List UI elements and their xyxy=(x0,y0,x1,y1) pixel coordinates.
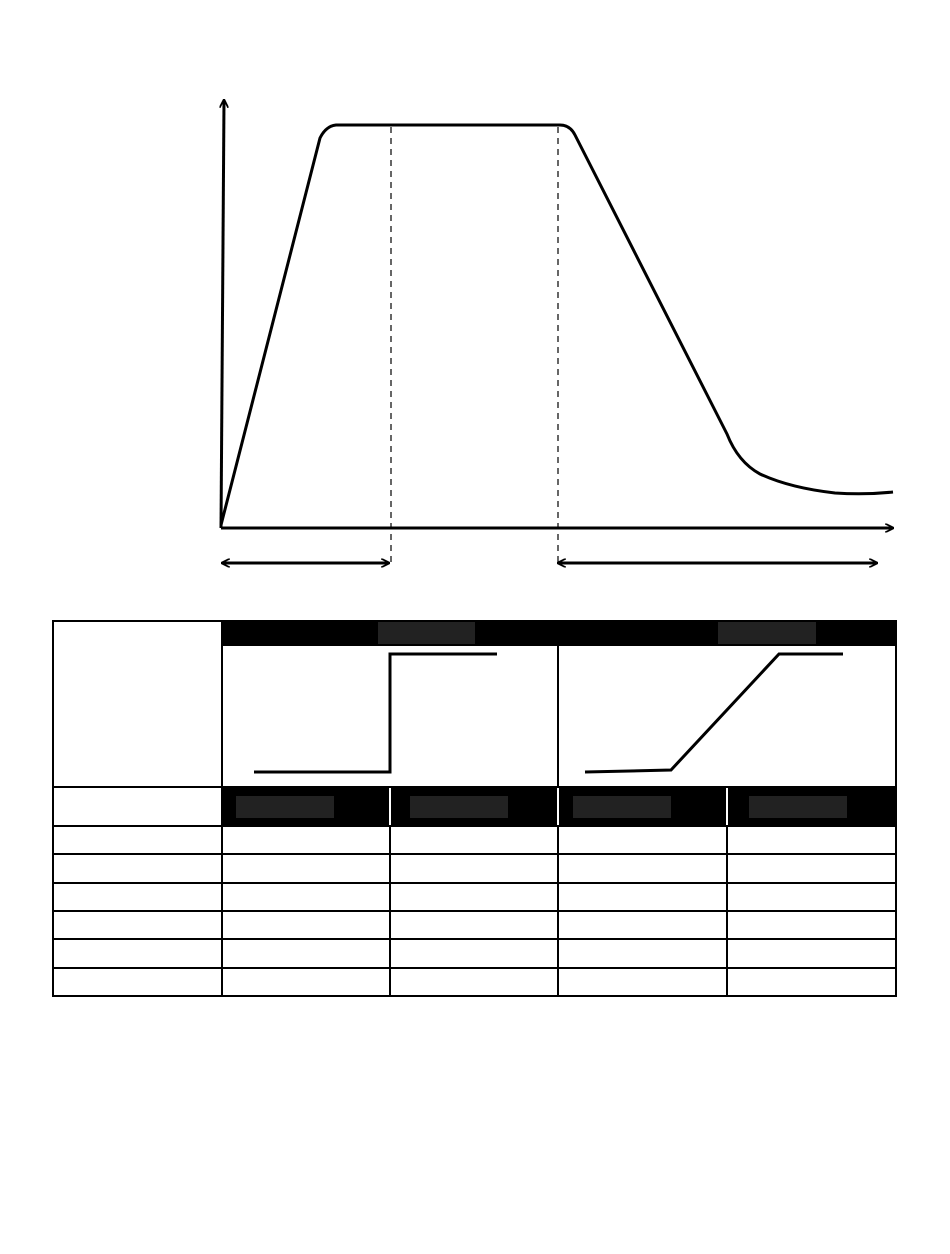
fade-curve xyxy=(221,125,893,525)
redaction-col3 xyxy=(573,796,671,818)
y-axis xyxy=(221,100,224,528)
redaction-col1 xyxy=(236,796,334,818)
redaction-left xyxy=(378,622,475,644)
redaction-col4 xyxy=(749,796,847,818)
timing-table xyxy=(53,621,896,996)
redaction-col2 xyxy=(410,796,508,818)
redaction-right xyxy=(718,622,816,644)
ramp-transition-line xyxy=(585,654,843,772)
step-transition-line xyxy=(254,654,497,772)
fade-profile-chart xyxy=(221,100,893,565)
